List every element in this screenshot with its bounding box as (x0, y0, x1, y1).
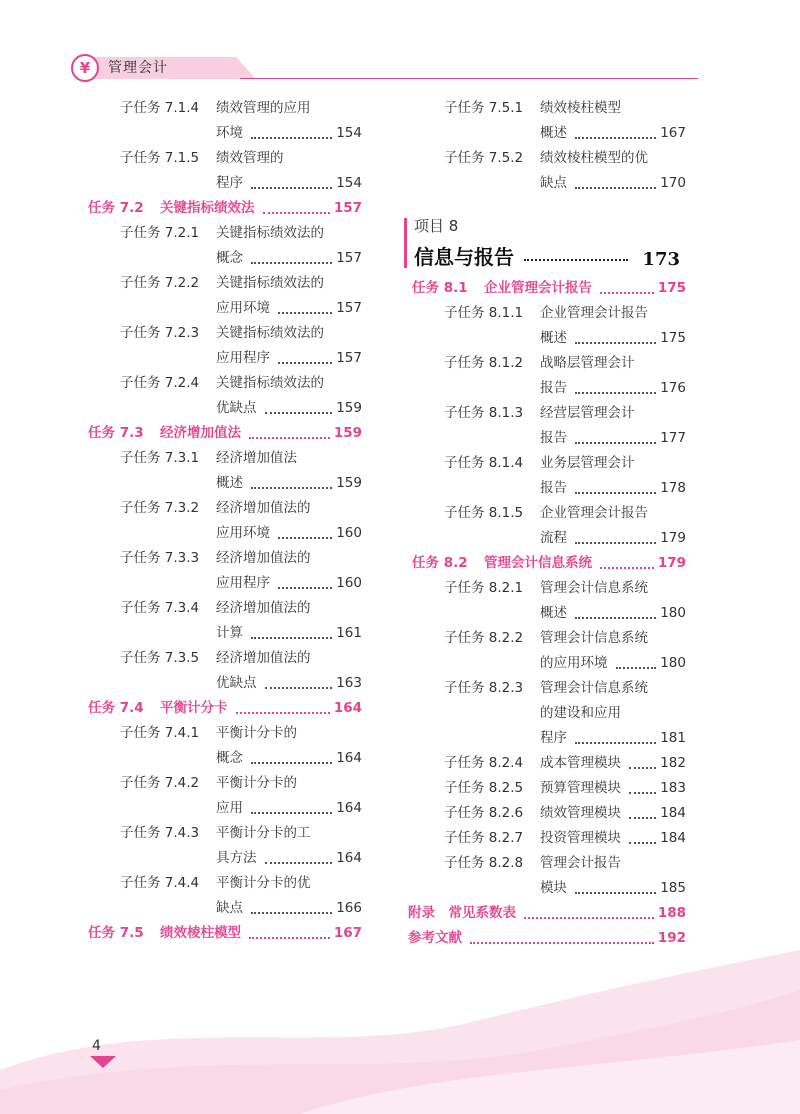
toc-subtask-continuation[interactable] (80, 846, 362, 871)
subtask-page: 161 (336, 625, 362, 641)
leader-dots (575, 741, 656, 744)
toc-subtask-entry[interactable] (404, 96, 686, 121)
leader-dots (265, 411, 333, 414)
leader-dots (629, 816, 656, 819)
task-code: 任务 7.4 (88, 700, 144, 716)
subtask-page: 154 (336, 125, 362, 141)
subtask-code: 子任务 7.1.5 (120, 150, 200, 166)
subtask-title-continued: 具方法 (216, 850, 257, 866)
subtask-title: 平衡计分卡的工 (216, 825, 311, 841)
toc-column-right (404, 96, 686, 951)
subtask-page: 159 (336, 400, 362, 416)
leader-dots (251, 136, 332, 139)
toc-subtask-continuation[interactable] (404, 876, 686, 901)
decorative-wave (0, 950, 800, 1114)
subtask-code: 子任务 8.2.3 (444, 680, 524, 696)
toc-subtask-entry[interactable] (80, 821, 362, 846)
task-title: 绩效棱柱模型 (160, 925, 241, 941)
toc-subtask-continuation[interactable] (80, 896, 362, 921)
subtask-code: 子任务 7.4.3 (120, 825, 200, 841)
subtask-page: 177 (660, 430, 686, 446)
subtask-code: 子任务 8.1.2 (444, 355, 524, 371)
subtask-title: 管理会计报告 (540, 855, 621, 871)
subtask-title-continued: 缺点 (540, 175, 567, 191)
toc-subtask-continuation[interactable] (80, 671, 362, 696)
task-code: 任务 8.1 (412, 280, 468, 296)
task-page: 179 (657, 555, 686, 571)
task-code: 任务 7.2 (88, 200, 144, 216)
toc-subtask-entry[interactable] (404, 401, 686, 426)
subtask-title-continued: 概述 (540, 330, 567, 346)
subtask-title: 战略层管理会计 (540, 355, 635, 371)
page-number: 4 (92, 1038, 101, 1054)
subtask-page: 157 (336, 350, 362, 366)
subtask-code: 子任务 7.2.3 (120, 325, 200, 341)
subtask-title: 经济增加值法的 (216, 600, 311, 616)
toc-subtask-entry[interactable] (404, 626, 686, 651)
leader-dots (265, 861, 333, 864)
toc-subtask-entry[interactable] (80, 546, 362, 571)
subtask-code: 子任务 7.4.4 (120, 875, 200, 891)
task-title: 企业管理会计报告 (484, 280, 592, 296)
subtask-title-continued: 应用程序 (216, 575, 270, 591)
toc-subtask-entry[interactable] (80, 771, 362, 796)
toc-subtask-entry[interactable] (404, 501, 686, 526)
subtask-code: 子任务 8.1.4 (444, 455, 524, 471)
leader-dots (575, 541, 656, 544)
subtask-title: 企业管理会计报告 (540, 505, 648, 521)
subtask-title-continued: 概述 (540, 125, 567, 141)
toc-subtask-continuation[interactable] (404, 376, 686, 401)
toc-subtask-continuation[interactable] (404, 121, 686, 146)
toc-subtask-entry[interactable] (80, 871, 362, 896)
toc-subtask-entry[interactable] (80, 721, 362, 746)
toc-subtask-continuation[interactable] (80, 246, 362, 271)
appendix-title: 附录 常见系数表 (408, 905, 516, 921)
leader-dots (629, 841, 656, 844)
subtask-code: 子任务 7.5.2 (444, 150, 524, 166)
subtask-page: 179 (660, 530, 686, 546)
subtask-title: 绩效管理模块 (540, 805, 621, 821)
subtask-title: 绩效管理的应用 (216, 100, 311, 116)
book-title: 管理会计 (108, 60, 168, 76)
toc-appendix-entry[interactable] (404, 901, 686, 926)
subtask-title: 经济增加值法的 (216, 550, 311, 566)
subtask-title-continued: 模块 (540, 880, 567, 896)
leader-dots (251, 811, 332, 814)
toc-subtask-entry[interactable] (404, 451, 686, 476)
subtask-title: 投资管理模块 (540, 830, 621, 846)
subtask-title-continued: 优缺点 (216, 675, 257, 691)
toc-subtask-continuation[interactable] (80, 746, 362, 771)
leader-dots (278, 536, 332, 539)
project-accent-bar (404, 218, 407, 268)
leader-dots (251, 636, 332, 639)
subtask-code: 子任务 7.3.2 (120, 500, 200, 516)
leader-dots (575, 136, 656, 139)
leader-dots (251, 186, 332, 189)
toc-subtask-entry[interactable] (80, 146, 362, 171)
leader-dots (575, 891, 656, 894)
toc-subtask-continuation[interactable] (80, 621, 362, 646)
leader-dots (251, 911, 332, 914)
toc-subtask-continuation[interactable] (404, 701, 686, 726)
subtask-code: 子任务 7.2.4 (120, 375, 200, 391)
subtask-code: 子任务 7.3.4 (120, 600, 200, 616)
leader-dots (600, 566, 654, 569)
subtask-title: 管理会计信息系统 (540, 580, 648, 596)
leader-dots (470, 941, 654, 944)
subtask-title-continued: 应用 (216, 800, 243, 816)
subtask-title: 预算管理模块 (540, 780, 621, 796)
running-header (62, 52, 698, 88)
toc-subtask-continuation[interactable] (404, 326, 686, 351)
subtask-page: 180 (660, 605, 686, 621)
subtask-title-continued: 程序 (216, 175, 243, 191)
leader-dots (251, 486, 332, 489)
leader-dots (575, 186, 656, 189)
subtask-title-continued: 程序 (540, 730, 567, 746)
subtask-title: 关键指标绩效法的 (216, 375, 324, 391)
subtask-title: 经济增加值法的 (216, 650, 311, 666)
leader-dots (278, 311, 332, 314)
toc-task-entry[interactable] (80, 421, 362, 446)
leader-dots (616, 666, 657, 669)
subtask-page: 184 (660, 805, 686, 821)
leader-dots (600, 291, 654, 294)
toc-subtask-continuation[interactable] (80, 396, 362, 421)
toc-subtask-entry[interactable] (80, 221, 362, 246)
project-heading[interactable] (404, 216, 686, 270)
task-title: 经济增加值法 (160, 425, 241, 441)
subtask-page: 175 (660, 330, 686, 346)
subtask-code: 子任务 8.2.1 (444, 580, 524, 596)
subtask-title: 绩效棱柱模型 (540, 100, 621, 116)
toc-subtask-entry[interactable] (404, 576, 686, 601)
subtask-code: 子任务 8.2.4 (444, 755, 524, 771)
leader-dots (575, 616, 656, 619)
toc-subtask-entry[interactable] (80, 271, 362, 296)
subtask-code: 子任务 7.4.2 (120, 775, 200, 791)
subtask-title-continued: 流程 (540, 530, 567, 546)
toc-subtask-entry[interactable] (80, 321, 362, 346)
leader-dots (575, 391, 656, 394)
subtask-code: 子任务 7.4.1 (120, 725, 200, 741)
subtask-page: 182 (660, 755, 686, 771)
toc-subtask-entry[interactable] (404, 146, 686, 171)
subtask-title: 管理会计信息系统 (540, 680, 648, 696)
task-page: 157 (333, 200, 362, 216)
subtask-code: 子任务 7.2.2 (120, 275, 200, 291)
subtask-title: 关键指标绩效法的 (216, 275, 324, 291)
toc-task-entry[interactable] (80, 696, 362, 721)
subtask-page: 164 (336, 850, 362, 866)
subtask-title-continued: 报告 (540, 380, 567, 396)
subtask-code: 子任务 8.2.5 (444, 780, 524, 796)
toc-task-entry[interactable] (404, 276, 686, 301)
subtask-code: 子任务 8.2.2 (444, 630, 524, 646)
page-marker-triangle (90, 1056, 116, 1068)
toc-subtask-continuation[interactable] (80, 796, 362, 821)
leader-dots (524, 258, 628, 261)
toc-appendix-entry[interactable] (404, 926, 686, 951)
subtask-title-continued: 概念 (216, 250, 243, 266)
leader-dots (575, 341, 656, 344)
task-title: 平衡计分卡 (160, 700, 228, 716)
toc-subtask-entry[interactable] (404, 801, 686, 826)
toc-subtask-continuation[interactable] (80, 121, 362, 146)
leader-dots (278, 361, 332, 364)
subtask-code: 子任务 8.2.7 (444, 830, 524, 846)
subtask-page: 160 (336, 575, 362, 591)
subtask-page: 181 (660, 730, 686, 746)
leader-dots (251, 761, 332, 764)
toc-list-right-bottom (404, 276, 686, 951)
subtask-title: 经济增加值法的 (216, 500, 311, 516)
subtask-page: 185 (660, 880, 686, 896)
subtask-title: 业务层管理会计 (540, 455, 635, 471)
toc-subtask-continuation[interactable] (80, 171, 362, 196)
toc-task-entry[interactable] (80, 196, 362, 221)
task-code: 任务 7.5 (88, 925, 144, 941)
leader-dots (629, 766, 656, 769)
subtask-page: 154 (336, 175, 362, 191)
toc-subtask-continuation[interactable] (80, 346, 362, 371)
task-code: 任务 8.2 (412, 555, 468, 571)
task-page: 175 (657, 280, 686, 296)
project-title-row (414, 240, 680, 270)
subtask-title-continued: 概念 (216, 750, 243, 766)
subtask-page: 167 (660, 125, 686, 141)
subtask-page: 176 (660, 380, 686, 396)
subtask-title-continued: 计算 (216, 625, 243, 641)
subtask-page: 164 (336, 800, 362, 816)
toc-subtask-continuation[interactable] (80, 296, 362, 321)
leader-dots (249, 936, 330, 939)
header-rule (240, 78, 698, 79)
subtask-title: 平衡计分卡的优 (216, 875, 311, 891)
subtask-title: 成本管理模块 (540, 755, 621, 771)
toc-subtask-continuation[interactable] (404, 651, 686, 676)
toc-subtask-continuation[interactable] (404, 426, 686, 451)
subtask-code: 子任务 7.2.1 (120, 225, 200, 241)
subtask-title: 绩效棱柱模型的优 (540, 150, 648, 166)
subtask-page: 178 (660, 480, 686, 496)
subtask-code: 子任务 8.2.8 (444, 855, 524, 871)
subtask-title-continued: 的应用环境 (540, 655, 608, 671)
subtask-page: 163 (336, 675, 362, 691)
subtask-title-continued: 应用环境 (216, 300, 270, 316)
toc-subtask-continuation[interactable] (404, 171, 686, 196)
appendix-page: 192 (657, 930, 686, 946)
project-page: 173 (642, 249, 680, 270)
subtask-title-continued: 应用环境 (216, 525, 270, 541)
appendix-title: 参考文献 (408, 930, 462, 946)
subtask-title-continued: 缺点 (216, 900, 243, 916)
subtask-code: 子任务 8.1.3 (444, 405, 524, 421)
toc-task-entry[interactable] (404, 551, 686, 576)
toc-subtask-entry[interactable] (404, 776, 686, 801)
toc-subtask-continuation[interactable] (404, 526, 686, 551)
toc-subtask-entry[interactable] (404, 751, 686, 776)
toc-subtask-entry[interactable] (80, 646, 362, 671)
toc-task-entry[interactable] (80, 921, 362, 946)
subtask-page: 159 (336, 475, 362, 491)
toc-subtask-entry[interactable] (404, 351, 686, 376)
appendix-page: 188 (657, 905, 686, 921)
toc-subtask-entry[interactable] (404, 676, 686, 701)
toc-subtask-entry[interactable] (80, 446, 362, 471)
subtask-title-continued: 报告 (540, 480, 567, 496)
subtask-title: 企业管理会计报告 (540, 305, 648, 321)
project-title: 信息与报告 (414, 245, 514, 269)
toc-subtask-entry[interactable] (80, 496, 362, 521)
toc-subtask-continuation[interactable] (80, 521, 362, 546)
subtask-page: 180 (660, 655, 686, 671)
subtask-title: 绩效管理的 (216, 150, 284, 166)
task-title: 关键指标绩效法 (160, 200, 255, 216)
toc-subtask-entry[interactable] (80, 96, 362, 121)
subtask-page: 160 (336, 525, 362, 541)
toc-subtask-entry[interactable] (404, 826, 686, 851)
subtask-title: 经济增加值法 (216, 450, 297, 466)
toc-subtask-continuation[interactable] (80, 571, 362, 596)
subtask-code: 子任务 7.3.1 (120, 450, 200, 466)
subtask-code: 子任务 8.1.5 (444, 505, 524, 521)
toc-subtask-entry[interactable] (80, 371, 362, 396)
subtask-title: 管理会计信息系统 (540, 630, 648, 646)
toc-subtask-continuation[interactable] (80, 471, 362, 496)
subtask-title-continued: 应用程序 (216, 350, 270, 366)
subtask-title-continued: 概述 (216, 475, 243, 491)
task-page: 159 (333, 425, 362, 441)
subtask-code: 子任务 7.3.5 (120, 650, 200, 666)
toc-subtask-entry[interactable] (80, 596, 362, 621)
leader-dots (575, 491, 656, 494)
subtask-code: 子任务 7.3.3 (120, 550, 200, 566)
yen-icon: ¥ (71, 54, 99, 82)
project-label: 项目 8 (414, 217, 459, 235)
toc-subtask-entry[interactable] (404, 851, 686, 876)
subtask-page: 170 (660, 175, 686, 191)
leader-dots (236, 711, 330, 714)
leader-dots (251, 261, 332, 264)
subtask-title-continued: 优缺点 (216, 400, 257, 416)
leader-dots (524, 916, 654, 919)
subtask-title: 经营层管理会计 (540, 405, 635, 421)
subtask-page: 164 (336, 750, 362, 766)
subtask-page: 183 (660, 780, 686, 796)
toc-subtask-continuation[interactable] (404, 476, 686, 501)
leader-dots (575, 441, 656, 444)
subtask-code: 子任务 7.5.1 (444, 100, 524, 116)
task-title: 管理会计信息系统 (484, 555, 592, 571)
task-code: 任务 7.3 (88, 425, 144, 441)
task-page: 164 (333, 700, 362, 716)
subtask-page: 184 (660, 830, 686, 846)
subtask-page: 157 (336, 300, 362, 316)
subtask-page: 157 (336, 250, 362, 266)
toc-list-right-top (404, 96, 686, 196)
leader-dots (629, 791, 656, 794)
toc-subtask-continuation[interactable] (404, 726, 686, 751)
subtask-title: 平衡计分卡的 (216, 725, 297, 741)
task-page: 167 (333, 925, 362, 941)
subtask-title: 平衡计分卡的 (216, 775, 297, 791)
subtask-title-continued: 的建设和应用 (540, 705, 621, 721)
leader-dots (278, 586, 332, 589)
toc-subtask-entry[interactable] (404, 301, 686, 326)
subtask-title: 关键指标绩效法的 (216, 225, 324, 241)
leader-dots (265, 686, 333, 689)
subtask-code: 子任务 8.2.6 (444, 805, 524, 821)
subtask-title-continued: 报告 (540, 430, 567, 446)
leader-dots (249, 436, 330, 439)
subtask-code: 子任务 8.1.1 (444, 305, 524, 321)
toc-subtask-continuation[interactable] (404, 601, 686, 626)
subtask-code: 子任务 7.1.4 (120, 100, 200, 116)
leader-dots (263, 211, 330, 214)
subtask-title-continued: 环境 (216, 125, 243, 141)
subtask-title-continued: 概述 (540, 605, 567, 621)
toc-column-left (80, 96, 362, 946)
subtask-title: 关键指标绩效法的 (216, 325, 324, 341)
subtask-page: 166 (336, 900, 362, 916)
